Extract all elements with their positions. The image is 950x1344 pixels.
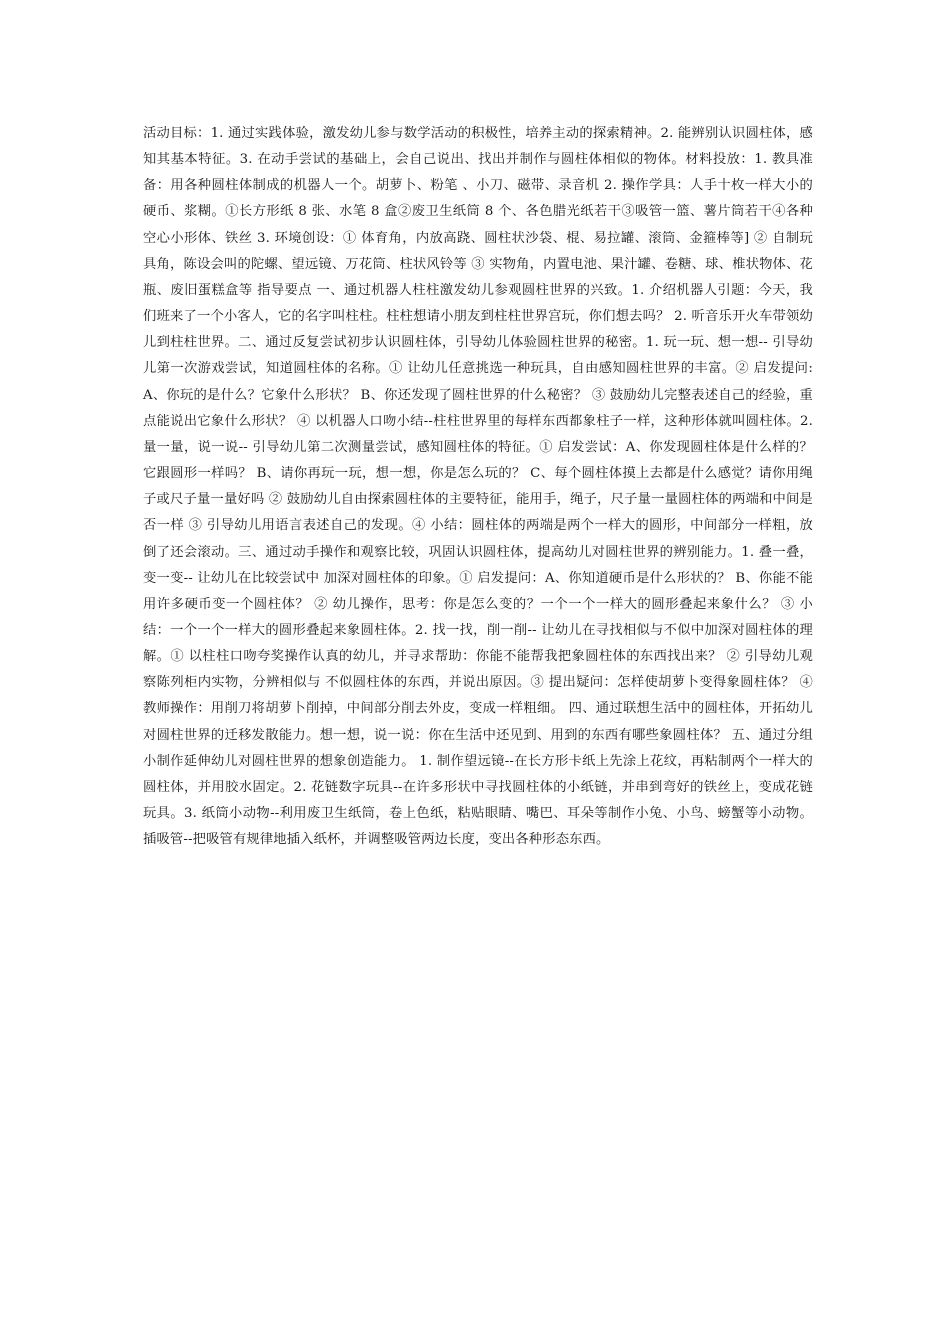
lesson-plan-paragraph: 活动目标：1. 通过实践体验，激发幼儿参与数学活动的积极性，培养主动的探索精神。2. 能辨别认识圆柱体，感知其基本特征。3. 在动手尝试的基础上，会自己说出、找出并制作与圆柱体相似的物体。材料投放：1. 教具准备：用各种圆柱体制成的机器人一个。胡萝卜、粉笔 、小刀、磁带、录音机 2. 操作学具：人手十枚一样大小的硬币、浆糊。①长方形纸 8 张、水笔 8 盒②废卫生纸筒 8 个、各色腊光纸若干③吸管一篮、薯片筒若干④各种空心小形体、铁丝 3. 环境创设：① 体育角，内放高跷、圆柱状沙袋、棍、易拉罐、滚筒、金箍棒等] ② 自制玩具角，陈设会叫的陀螺、望远镜、万花筒、柱状风铃等 ③ 实物角，内置电池、果汁罐、卷糖、球、椎状物体、花瓶、废旧蛋糕盒等 指导要点 一、通过机器人柱柱激发幼儿参观圆柱世界的兴致。1. 介绍机器人引题：今天，我们班来了一个小客人，它的名字叫柱柱。柱柱想请小朋友到柱柱世界宫玩，你们想去吗？ 2. 听音乐开火车带领幼儿到柱柱世界。二、通过反复尝试初步认识圆柱体，引导幼儿体验圆柱世界的秘密。1. 玩一玩、想一想-- 引导幼儿第一次游戏尝试，知道圆柱体的名称。① 让幼儿任意挑选一种玩具，自由感知圆柱世界的丰富。② 启发提问:A、你玩的是什么？它象什么形状？ B、你还发现了圆柱世界的什么秘密？ ③ 鼓励幼儿完整表述自己的经验，重点能说出它象什么形状？ ④ 以机器人口吻小结--柱柱世界里的每样东西都象柱子一样，这种形体就叫圆柱体。2. 量一量，说一说-- 引导幼儿第二次测量尝试，感知圆柱体的特征。① 启发尝试：A、你发现圆柱体是什么样的？它跟圆形一样吗？ B、请你再玩一玩，想一想，你是怎么玩的？ C、每个圆柱体摸上去都是什么感觉？请你用绳子或尺子量一量好吗 ② 鼓励幼儿自由探索圆柱体的主要特征，能用手，绳子，尺子量一量圆柱体的两端和中间是否一样 ③ 引导幼儿用语言表述自己的发现。④ 小结：圆柱体的两端是两个一样大的圆形，中间部分一样粗，放倒了还会滚动。三、通过动手操作和观察比较，巩固认识圆柱体，提高幼儿对圆柱世界的辨别能力。1. 叠一叠，变一变-- 让幼儿在比较尝试中 加深对圆柱体的印象。① 启发提问：A、你知道硬币是什么形状的？ B、你能不能用许多硬币变一个圆柱体？ ② 幼儿操作，思考：你是怎么变的？一个一个一样大的圆形叠起来象什么？ ③ 小结：一个一个一样大的圆形叠起来象圆柱体。2. 找一找，削一削-- 让幼儿在寻找相似与不似中加深对圆柱体的理解。① 以柱柱口吻夸奖操作认真的幼儿，并寻求帮助：你能不能帮我把象圆柱体的东西找出来？ ② 引导幼儿观察陈列柜内实物，分辨相似与 不似圆柱体的东西，并说出原因。③ 提出疑问：怎样使胡萝卜变得象圆柱体？ ④ 教师操作：用削刀将胡萝卜削掉，中间部分削去外皮，变成一样粗细。 四、通过联想生活中的圆柱体，开拓幼儿对圆柱世界的迁移发散能力。想一想，说一说：你在生活中还见到、用到的东西有哪些象圆柱体？ 五、通过分组小制作延伸幼儿对圆柱世界的想象创造能力。 1. 制作望远镜--在长方形卡纸上先涂上花纹，再粘制两个一样大的圆柱体，并用胶水固定。2. 花链数字玩具--在许多形状中寻找圆柱体的小纸链，并串到弯好的铁丝上，变成花链玩具。3. 纸筒小动物--利用废卫生纸筒，卷上色纸，粘贴眼睛、嘴巴、耳朵等制作小兔、小鸟、螃蟹等小动物。 插吸管--把吸管有规律地插入纸杯，并调整吸管两边长度，变出各种形态东西。 [143,126,813,848]
document-body [143,121,813,853]
